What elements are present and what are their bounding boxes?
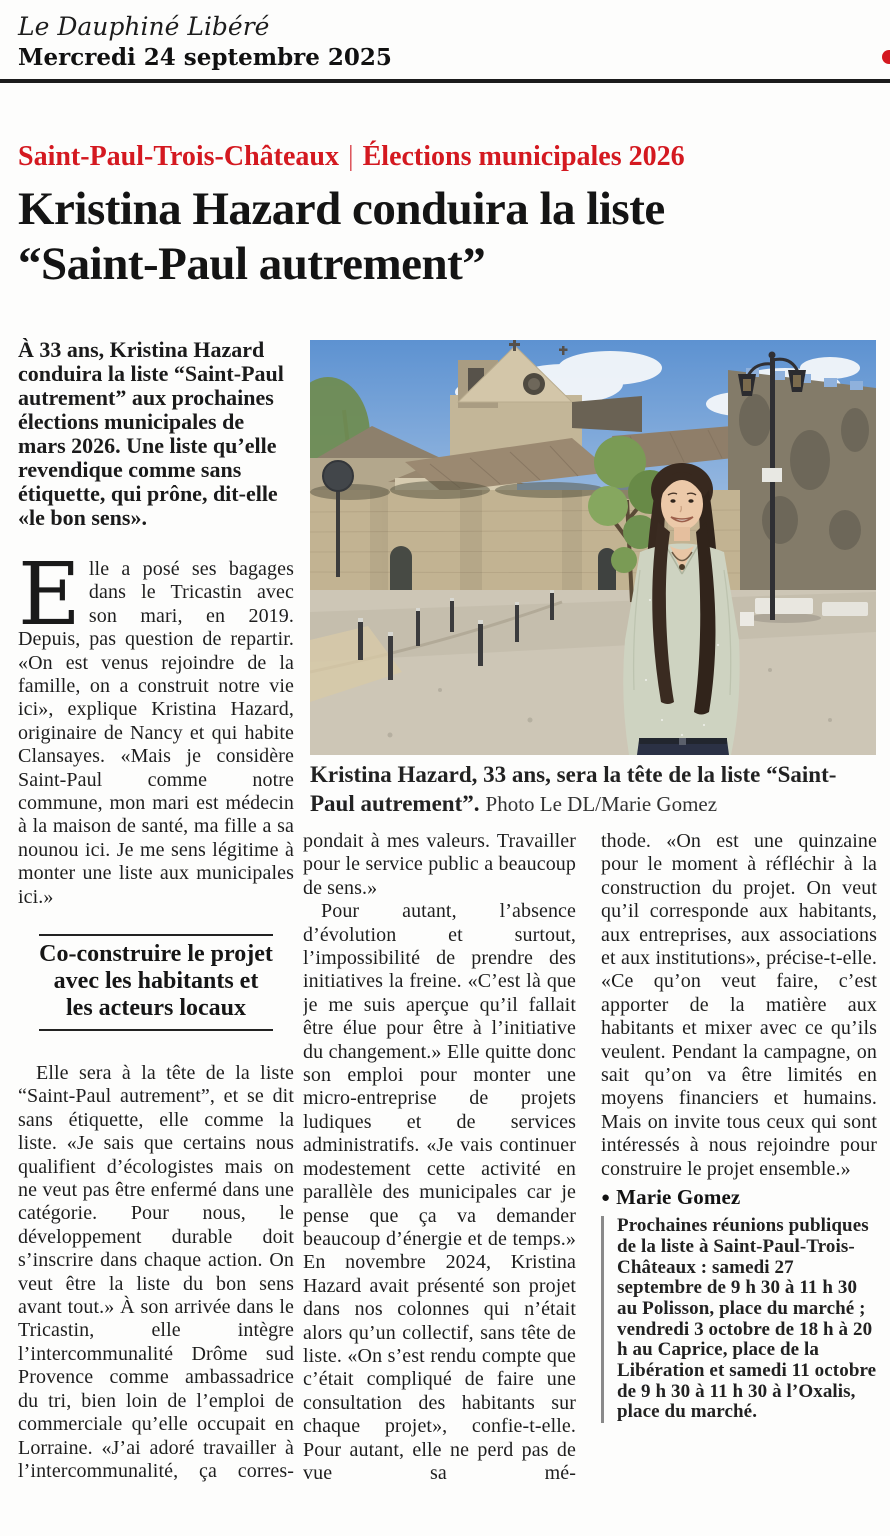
blouse — [623, 544, 739, 756]
kicker-separator: | — [348, 141, 354, 172]
kicker-location: Saint-Paul-Trois-Châteaux — [18, 141, 339, 172]
fortified-wall-right — [728, 368, 876, 592]
headline-line1: Kristina Hazard conduira la liste — [18, 183, 665, 235]
headline-line2: “Saint-Paul autrement” — [18, 238, 486, 290]
column-right — [601, 830, 877, 1536]
headline — [18, 182, 878, 292]
kicker — [18, 141, 685, 173]
photo-caption — [310, 760, 876, 819]
article-photo — [310, 340, 876, 755]
paragraph-5: thode. «On est une quinzaine pour le moment à réfléchir à la construction du projet. On veut qu’il corresponde aux habitants, aux entreprises, aux associations et aux institutions», précise-t-elle. «Ce qu’on veut faire, c’est apporter de la matière aux habitants et mixer avec ce qu’ils veulent. Pendant la campagne, on sait qu’on va être limités en moyens financiers et humains. Mais on invite tous ceux qui sont intéressés à nous rejoindre pour construire le projet ensemble.» — [601, 830, 877, 1180]
jeans — [637, 738, 729, 755]
kicker-topic: Élections municipales 2026 — [362, 141, 685, 172]
caption-credit: Photo Le DL/Marie Gomez — [485, 792, 718, 816]
byline-author: Marie Gomez — [616, 1185, 741, 1210]
agenda-note: Prochaines réunions publiques de la liste à Saint-Paul-Trois-Châteaux : samedi 27 septembre de 9 h 30 à 11 h 30 au Polisson, place du marché ; vendredi 3 octobre de 18 h à 20 h au Caprice, place de la Libération et samedi 11 octobre de 9 h 30 à 11 h 30 à l’Oxalis, place du marché. — [601, 1216, 877, 1423]
wall-door-1 — [390, 546, 412, 593]
article-intro: À 33 ans, Kristina Hazard conduira la liste “Saint-Paul autrement” aux prochaines élections municipales de mars 2026. Une liste qu’elle revendique comme sans étiquette, qui prône, dit-elle «le bon sens». — [18, 338, 284, 530]
masthead-date: Mercredi 24 septembre 2025 — [18, 44, 392, 71]
lamppost-sign — [762, 468, 782, 482]
byline-bullet-icon: ● — [601, 1190, 611, 1207]
drop-cap: E — [18, 558, 81, 645]
header-rule — [0, 79, 890, 83]
byline — [601, 1184, 877, 1211]
cropped-logo-fragment — [882, 50, 890, 64]
photo-illustration — [310, 340, 876, 755]
paragraph-4: Pour autant, l’absence d’évolution et surtout, l’impossibilité de prendre des initiatives la freine. «C’est là que je me suis aperçue qu’il fallait être élue pour être à l’initiative du changement.» Elle quitte donc son emploi pour monter une micro-entreprise de projets ludiques et de services administratifs. «Je vais continuer modestement cette activité en parallèle des municipales car je pense que ça va demander beaucoup d’énergie et de temps.» En novembre 2024, Kristina Hazard avait présenté son projet dans nos colonnes qui n’était alors qu’un collectif, sans tête de liste. «On s’est rendu compte que c’était compliqué de faire une consultation des habitants sur chaque projet», confie-t-elle. Pour autant, elle ne perd pas de vue sa mé- — [303, 900, 576, 1484]
column-middle — [303, 830, 576, 1536]
caption-text: Kristina Hazard, 33 ans, sera la tête de la liste “Saint-Paul autrement”. — [310, 762, 837, 816]
masthead-title: Le Dauphiné Libéré — [18, 12, 270, 41]
paragraph-3: pondait à mes valeurs. Travailler pour le service public a beaucoup de sens.» — [303, 830, 576, 899]
crosshead: Co-construire le projet avec les habitants et les acteurs locaux — [39, 934, 273, 1031]
paragraph-1 — [18, 558, 294, 934]
paragraph-1-text: lle a posé ses bagages dans le Tricastin avec son mari, en 2019. Depuis, pas question de repartir. «On est venus rejoindre de la famille, on a construit notre vie ici», explique Kristina Hazard, originaire de Nancy et qui habite Clansayes. «Mais je considère Saint-Paul comme notre commune, mon mari est médecin à la maison de santé, ma fille a sa nounou ici. Je me sens légitime à monter une liste aux municipales ici.» — [18, 558, 294, 908]
paragraph-2: Elle sera à la tête de la liste “Saint-Paul autrement”, et se dit sans étiquette, elle comme la liste. «Je sais que certains nous qualifient d’écologistes mais on ne veut pas être enfermé dans une catégorie. Pour nous, le développement durable doit s’inscrire dans chaque action. On veut être la liste du bon sens avant tout.» À son arrivée dans le Tricastin, elle intègre l’intercommunalité Drôme sud Provence comme ambassadrice du tri, bien loin de l’emploi de commerciale qu’elle occupait en Lorraine. «J’ai adoré travailler à l’intercommunalité, ça corres- — [18, 1062, 294, 1482]
crosshead-box — [18, 934, 294, 1060]
